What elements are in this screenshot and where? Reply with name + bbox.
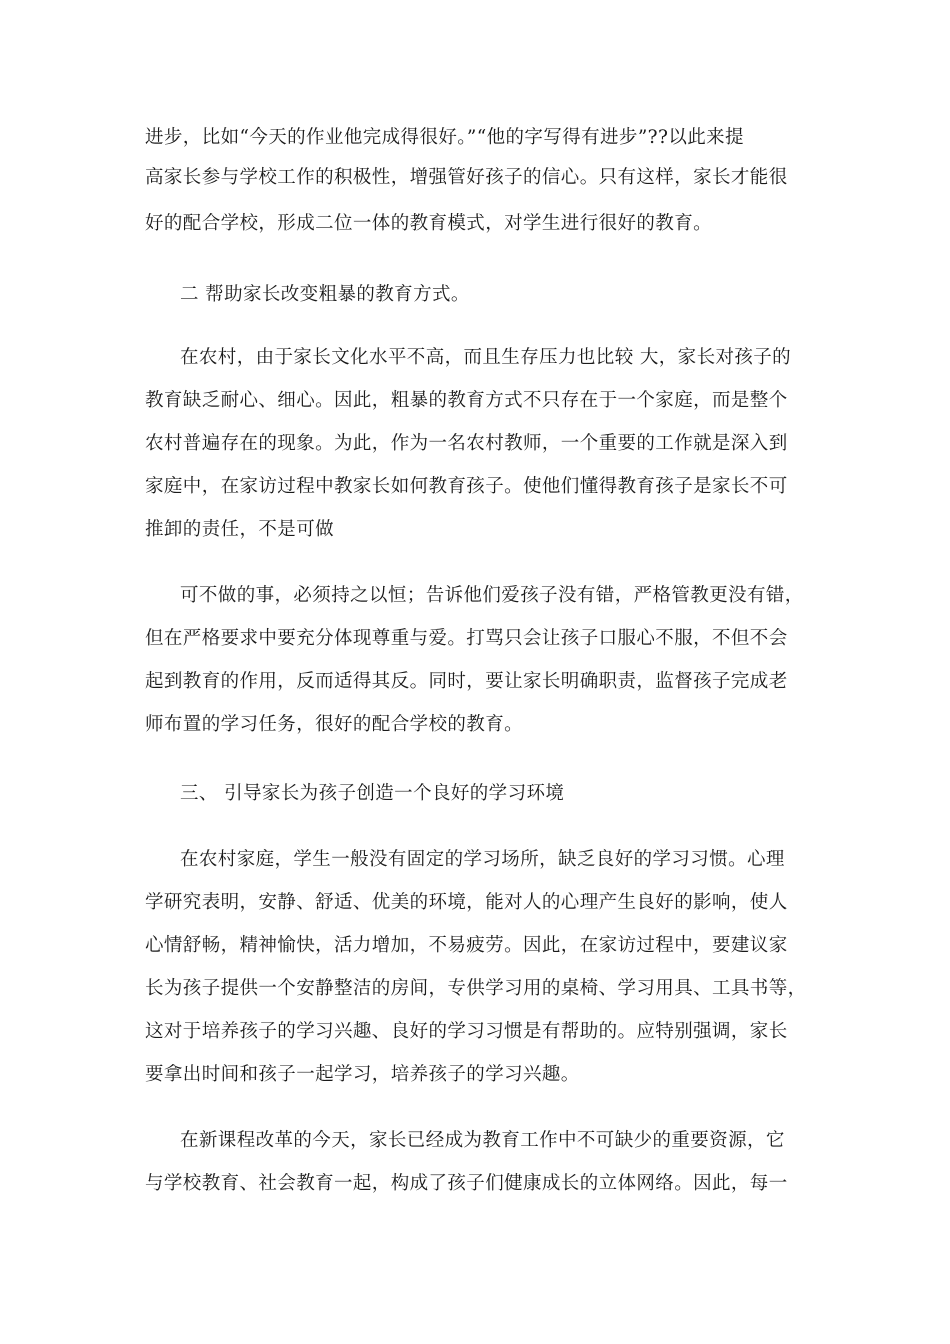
text-line: 学研究表明，安静、舒适、优美的环境，能对人的心理产生良好的影响，使人	[145, 892, 788, 913]
text-line: 在农村，由于家长文化水平不高，而且生存压力也比较 大，家长对孩子的	[180, 347, 792, 368]
text-line: 进步，比如“今天的作业他完成得很好。”“他的字写得有进步”??以此来提	[145, 127, 744, 148]
text-line: 高家长参与学校工作的积极性，增强管好孩子的信心。只有这样，家长才能很	[145, 167, 788, 188]
text-line: 与学校教育、社会教育一起，构成了孩子们健康成长的立体网络。因此，每一	[145, 1173, 788, 1194]
text-line: 推卸的责任，不是可做	[145, 519, 335, 540]
text-line: 心情舒畅，精神愉快，活力增加，不易疲劳。因此，在家访过程中，要建议家	[145, 935, 788, 956]
text-line: 家庭中，在家访过程中教家长如何教育孩子。使他们懂得教育孩子是家长不可	[145, 476, 788, 497]
text-line: 好的配合学校，形成二位一体的教育模式，对学生进行很好的教育。	[145, 213, 713, 234]
text-line: 师布置的学习任务，很好的配合学校的教育。	[145, 714, 524, 735]
section-heading-3: 三、 引导家长为孩子创造一个良好的学习环境	[180, 783, 565, 804]
text-line: 要拿出时间和孩子一起学习，培养孩子的学习兴趣。	[145, 1064, 580, 1085]
text-line: 在新课程改革的今天，家长已经成为教育工作中不可缺少的重要资源，它	[180, 1130, 785, 1151]
text-line: 农村普遍存在的现象。为此，作为一名农村教师，一个重要的工作就是深入到	[145, 433, 788, 454]
text-line: 在农村家庭，学生一般没有固定的学习场所，缺乏良好的学习习惯。心理	[180, 849, 785, 870]
section-heading-2: 二 帮助家长改变粗暴的教育方式。	[180, 284, 470, 305]
text-line: 这对于培养孩子的学习兴趣、良好的学习习惯是有帮助的。应特别强调，家长	[145, 1021, 788, 1042]
text-line: 长为孩子提供一个安静整洁的房间，专供学习用的桌椅、学习用具、工具书等，	[145, 978, 807, 999]
text-line: 起到教育的作用，反而适得其反。同时，要让家长明确职责，监督孩子完成老	[145, 671, 788, 692]
text-line: 教育缺乏耐心、细心。因此，粗暴的教育方式不只存在于一个家庭，而是整个	[145, 390, 788, 411]
text-line: 可不做的事，必须持之以恒；告诉他们爱孩子没有错，严格管教更没有错，	[180, 585, 804, 606]
text-line: 但在严格要求中要充分体现尊重与爱。打骂只会让孩子口服心不服，不但不会	[145, 628, 788, 649]
